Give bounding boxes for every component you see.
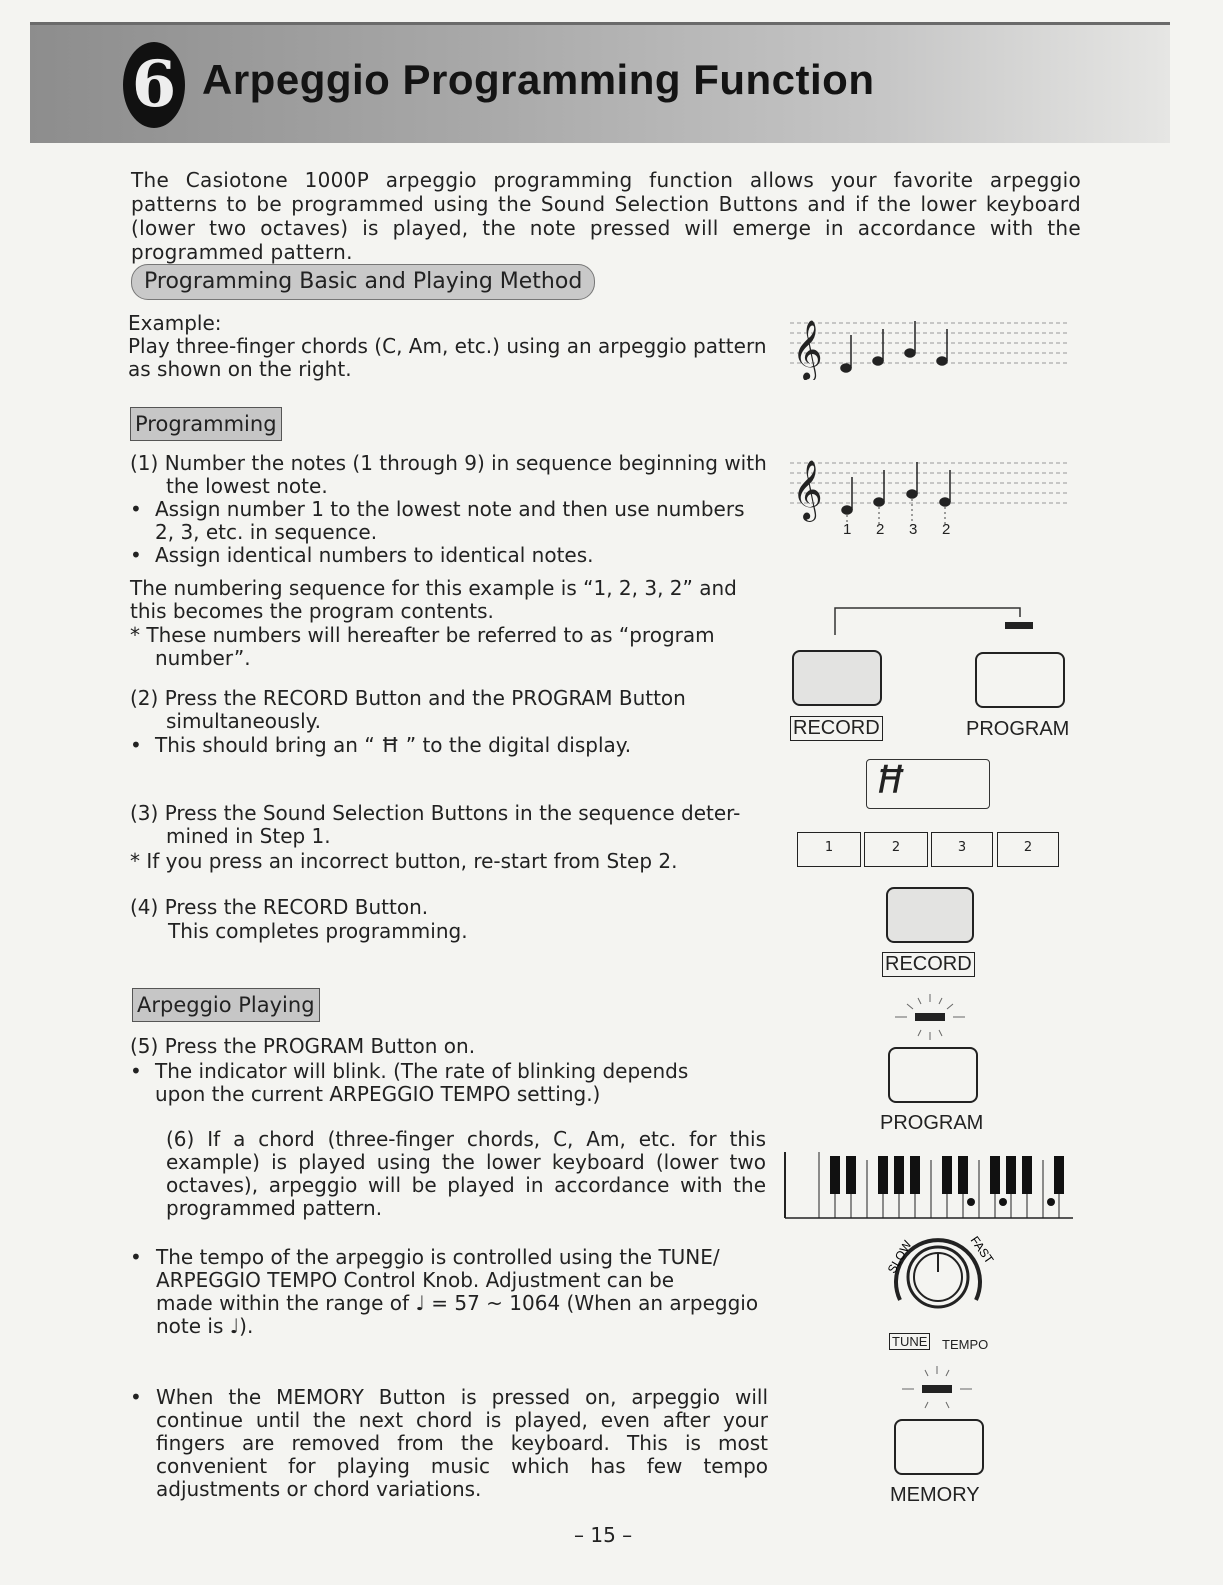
numbered-staff (790, 445, 1070, 545)
program-button[interactable] (975, 652, 1065, 708)
bullet-1-line-2: 2, 3, etc. in sequence. (155, 520, 378, 544)
tempo-knob[interactable] (878, 1222, 998, 1322)
chapter-title: Arpeggio Programming Function (202, 56, 875, 103)
note-head (841, 364, 851, 372)
step-2-line-2: simultaneously. (166, 709, 321, 733)
record-button-step4[interactable] (886, 887, 974, 943)
example-text-line-2: as shown on the right. (128, 357, 352, 381)
sound-selection-button-2-repeat[interactable]: 2 (997, 832, 1059, 867)
sound-selection-button-1[interactable]: 1 (797, 832, 861, 867)
treble-clef-icon: 𝄞 (792, 460, 823, 520)
bullet-5-line-2: upon the current ARPEGGIO TEMPO setting.) (155, 1082, 601, 1106)
program-label: PROGRAM (880, 1112, 984, 1134)
tempo-line-1: The tempo of the arpeggio is controlled using the TUNE/ (156, 1245, 720, 1269)
tempo-line-4: note is ♩). (156, 1314, 254, 1338)
sequence-line-1: The numbering sequence for this example is “1, 2, 3, 2” and (130, 576, 737, 600)
note-number: 2 (942, 521, 951, 538)
note-line-1: * These numbers will hereafter be referred to as “program (130, 623, 715, 647)
record-button[interactable] (792, 650, 882, 706)
indicator-led-icon (1005, 622, 1033, 629)
arpeggio-staff-example (790, 305, 1070, 380)
tempo-line-2: ARPEGGIO TEMPO Control Knob. Adjustment can be (156, 1268, 675, 1292)
step-3-note: * If you press an incorrect button, re-start from Step 2. (130, 849, 678, 873)
step-1-line-2: the lowest note. (166, 474, 328, 498)
memory-button[interactable] (894, 1419, 984, 1475)
note-head (873, 357, 883, 365)
memory-label: MEMORY (890, 1484, 980, 1506)
program-button-on[interactable] (888, 1047, 978, 1103)
bullet-dot: • (130, 1059, 142, 1083)
example-label: Example: (128, 311, 222, 335)
note-number: 2 (876, 521, 885, 538)
bullet-3: This should bring an “ Ħ ” to the digital display. (155, 733, 632, 757)
section-heading-programming: Programming (130, 407, 282, 441)
chapter-number-badge: 6 (123, 42, 185, 128)
note-number: 3 (909, 521, 918, 538)
note-number: 1 (843, 521, 852, 538)
display-character: Ħ (879, 758, 902, 802)
step-1-line-1: (1) Number the notes (1 through 9) in sequence beginning with (130, 451, 767, 475)
keyboard-illustration (783, 1152, 1075, 1220)
memory-indicator-icon (892, 1362, 982, 1414)
step-2-line-1: (2) Press the RECORD Button and the PROGRAM Button (130, 686, 686, 710)
bullet-2: Assign identical numbers to identical notes. (155, 543, 594, 567)
page-number: – 15 – (574, 1523, 633, 1547)
knob-slow-label: SLOW (884, 1238, 915, 1276)
connector-bracket (830, 605, 1040, 635)
note-head (905, 349, 915, 357)
step-3-line-2: mined in Step 1. (166, 824, 331, 848)
step-6: (6) If a chord (three-finger chords, C, Am, etc. for this example) is played using the lower keyboard (lower two octaves), arpeggio will be played in accordance with the programmed pattern. (166, 1127, 766, 1220)
tempo-label: TEMPO (942, 1337, 989, 1352)
knob-fast-label: FAST (967, 1233, 997, 1267)
note-line-2: number”. (155, 646, 251, 670)
step-4-line-1: (4) Press the RECORD Button. (130, 895, 429, 919)
record-label: RECORD (790, 716, 883, 741)
sound-selection-button-2[interactable]: 2 (864, 832, 928, 867)
sequence-line-2: this becomes the program contents. (130, 599, 494, 623)
bullet-5-line-1: The indicator will blink. (The rate of blinking depends (155, 1059, 689, 1083)
record-label: RECORD (882, 952, 975, 977)
bullet-dot: • (130, 543, 142, 567)
blinking-indicator-icon (885, 990, 975, 1042)
section-heading-basic: Programming Basic and Playing Method (131, 264, 595, 300)
tempo-line-3: made within the range of ♩ = 57 ~ 1064 (When an arpeggio (156, 1291, 759, 1315)
note-head (937, 357, 947, 365)
program-label: PROGRAM (966, 718, 1070, 740)
memory-bullet: When the MEMORY Button is pressed on, arpeggio will continue until the next chord is played, even after your fingers are removed from the keyboard. This is most convenient for playing music which has few tempo adjustments or chord variations. (156, 1385, 768, 1501)
step-5: (5) Press the PROGRAM Button on. (130, 1034, 476, 1058)
treble-clef-icon: 𝄞 (792, 320, 823, 380)
intro-paragraph: The Casiotone 1000P arpeggio programming function allows your favorite arpeggio patterns to be programmed using the Sound Selection Buttons and if the lower keyboard (lower two octaves) is played, the note pressed will emerge in accordance with the programmed pattern. (131, 168, 1081, 264)
example-text-line-1: Play three-finger chords (C, Am, etc.) using an arpeggio pattern (128, 334, 767, 358)
step-3-line-1: (3) Press the Sound Selection Buttons in the sequence deter- (130, 801, 741, 825)
step-4-line-2: This completes programming. (168, 919, 468, 943)
bullet-dot: • (130, 1245, 142, 1269)
bullet-dot: • (130, 497, 142, 521)
sound-selection-button-3[interactable]: 3 (931, 832, 993, 867)
section-heading-arpeggio-playing: Arpeggio Playing (132, 988, 320, 1022)
bullet-1-line-1: Assign number 1 to the lowest note and then use numbers (155, 497, 745, 521)
tune-label: TUNE (889, 1333, 930, 1350)
bullet-dot: • (130, 733, 142, 757)
digital-display (866, 759, 990, 809)
bullet-dot: • (130, 1385, 142, 1409)
